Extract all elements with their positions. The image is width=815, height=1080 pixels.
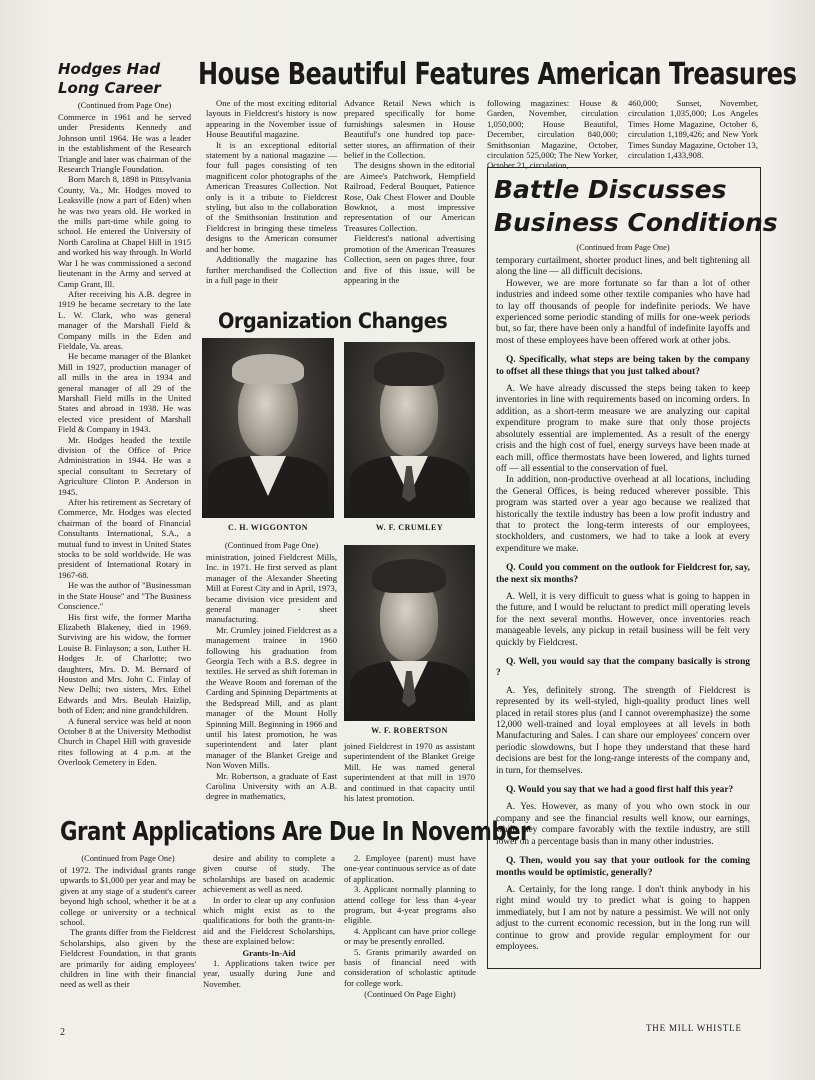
photo-wiggonton [202,338,334,518]
house-col4: 460,000; Sunset, November, circulation 1,035,000; Los Angeles Times Home Magazine, October 6, circulation 1,189,426; and New York Times Sunday Magazine, October 13, circulation 1,433,908. [628,98,759,161]
paragraph: Additionally the magazine has further merchandised the Collection in a full page in their [206,254,337,285]
org-headline: Organization Changes [218,309,448,333]
grant-col3-text [344,853,476,988]
caption-crumley: W. F. CRUMLEY [375,523,444,532]
paragraph: Mr. Robertson, a graduate of East Carolina University with an A.B. degree in mathematics, [206,770,337,802]
grant-continued: (Continued from Page One) [81,854,175,863]
interview-answer: A. Yes, definitely strong. The strength of Fieldcrest is represented by its well-styled, high-quality product lines well placed in retail stores plus (and I cannot overemphasize) the some 12,000 well-trained and loyal employees at all levels in both Manufacturing and Sales. I can share our employees' concern over periodic slowdowns, but I hope they understand that these hard decisions are best for the long-range interests of the company and, in turn, for themselves. [496,685,750,776]
paragraph: 3. Applicant normally planning to attend college for less than 4-year program, but 4-year programs also eligible. [344,884,476,926]
battle-title-line1: Battle Discusses [494,175,727,204]
house-col2 [344,98,475,285]
house-headline: House Beautiful Features American Treasures [198,57,797,92]
paragraph: 4. Applicant can have prior college or may be presently enrolled. [344,925,476,947]
caption-wiggonton: C. H. WIGGONTON [227,523,309,532]
paragraph: desire and ability to complete a given course of study. The scholarships are based on academic achievement as well as need. [203,853,335,895]
paragraph: A funeral service was held at noon October 8 at the University Methodist Church in Chapel Hill with graveside rites following at 4 p.m. at the Overlook Cemetery in Eden. [58,715,191,768]
caption-robertson: W. F. ROBERTSON [371,726,448,735]
paragraph: ministration, joined Fieldcrest Mills, Inc. in 1971. He first served as plant manager of the Alexander Sheeting Mill at Forest City and in April, 1973, became division vice president and general manager - sheet manufacturing. [206,552,337,625]
hodges-body [58,112,191,768]
interview-answer: A. We have already discussed the steps being taken to keep inventories in line with requirements based on incoming orders. In addition, as a short-term measure we are analyzing our capital expenditure program to make sure that only those projects absolutely essential are implemented. As a result of the energy crisis and the high cost of fuel, energy surveys have been made at each mill, office thermostats have been lowered, and lights turned off — all essential to the conservation of fuel. [496,384,750,474]
grant-col3 [344,853,476,1003]
interview-answer: A. Well, it is very difficult to guess what is going to happen in the future, and I would be reluctant to predict mill operating levels for the next several months. However, once inventories reach manageable levels, any pickup in retail business will be felt very quickly by Fieldcrest. [496,591,750,648]
house-col1 [206,98,337,285]
battle-continued: (Continued from Page One) [576,243,670,252]
battle-title-line2: Business Conditions [494,208,778,237]
paragraph: The grants differ from the Fieldcrest Scholarships, also given by the Fieldcrest Foundation, in that grants are primarily for aiding employees' children in line with their financial need as well as their [60,927,196,990]
grant-continued-end: (Continued On Page Eight) [364,990,456,1000]
grant-col1 [60,865,196,990]
paragraph: It is an exceptional editorial statement by a national magazine — four full pages consisting of ten magnificent color photographs of the American Treasures Collection. Not only is it a tribute to Fieldcrest styling, but also to the collaboration of the Smithsonian Institution and Fieldcrest in bringing these timeless designs to the American consumer and her home. [206,139,337,254]
hodges-title-line2: Long Career [58,79,161,97]
house-col3: following magazines: House & Garden, November, circulation 1,050,000; House Beautiful, December, circulation 840,000; Smithsonian Magazine, October, circulation 525,000; The New Yorker, October 21, circulation, [487,98,618,171]
grant-headline: Grant Applications Are Due In November [60,817,531,847]
paragraph: 2. Employee (parent) must have one-year continuous service as of date of application. [344,853,476,884]
interview-answer: In addition, non-productive overhead at all locations, including the General Offices, is being reduced wherever possible. This program was started over a year ago because we realized that historically the textile industry has been a low profit industry and that to protect the long-term interests of our employees, stockholders, and customers, we had to take a look at every expenditure we make. [496,475,750,554]
photo-crumley [344,342,475,518]
org-col1 [206,552,337,802]
paragraph: of 1972. The individual grants range upwards to $1,000 per year and may be given at any stage of a student's career beyond high school, whether it be at a college or university or a technical school. [60,865,196,928]
paragraph: temporary curtailment, shorter product lines, and belt tightening all along the line — all difficult decisions. [496,256,750,278]
grant-col2-heading: Grants-In-Aid [242,947,296,958]
paragraph: Advance Retail News which is prepared specifically for home furnishings salesmen in House Beautiful's one hundred top pace-setter stores, an affirmation of their belief in the Collection. [344,98,475,161]
org-continued: (Continued from Page One) [224,541,319,550]
paragraph: One of the most exciting editorial layouts in Fieldcrest's history is now appearing in the November issue of House Beautiful magazine. [206,98,337,140]
interview-question: Q. Specifically, what steps are being taken by the company to offset all these things that you just talked about? [496,355,750,377]
battle-body [496,256,750,953]
photo-robertson [344,545,475,721]
interview-question: Q. Well, you would say that the company basically is strong ? [496,657,750,679]
paragraph: 5. Grants primarily awarded on basis of financial need with consideration of scholastic aptitude for college work. [344,946,476,988]
grant-col2-text [203,853,335,947]
interview-question: Q. Then, would you say that your outlook for the coming months would be optimistic, generally? [496,856,750,878]
hodges-article [58,60,191,768]
hodges-continued: (Continued from Page One) [77,101,172,110]
paragraph: Mr. Crumley joined Fieldcrest as a management trainee in 1960 following his graduation from Georgia Tech with a B.S. degree in textiles. He served as shift foreman in the Weave Room and foreman of the Carding and Spinning Departments at the Bedspread Mill, and as plant manager of the Mount Holly Spinning Mill. Beginning in 1966 and until his latest promotion, he was superintendent and later plant manager of the Blanket Greige and Non Woven Mills. [206,624,337,771]
page-number: 2 [60,1027,65,1038]
org-col2: joined Fieldcrest in 1970 as assistant superintendent of the Blanket Greige Mill. He was named general superintendent at that mill in 1970 and continued in that capacity until his latest promotion. [344,741,475,804]
footer-masthead: THE MILL WHISTLE [646,1023,742,1033]
hodges-title-line1: Hodges Had [58,60,161,78]
interview-answer: A. Certainly, for the long range. I don't think anybody in his right mind would try to predict what is going to happen immediately, but I am not by nature a pessimist. We will not only adjust to the current economic recession, but in the long run will continue to grow and provide regular employment for our employees. [496,884,750,952]
interview-question: Q. Would you say that we had a good first half this year? [506,785,734,796]
interview-question: Q. Could you comment on the outlook for Fieldcrest for, say, the next six months? [496,563,750,585]
grant-col2 [203,853,335,989]
paragraph: However, we are more fortunate so far than a lot of other industries and indeed some other textile companies who have had to lay off thousands of people for indefinite periods. We have experienced some periodic standing of mills for one-week periods but, so far, there have been only a handful of indefinite layoffs and most of these employees have been offered work at other jobs. [496,278,750,346]
paragraph: His first wife, the former Martha Elizabeth Blakeney, died in 1969. Surviving are his widow, the former Louise B. Finlayson; a son, Luther H. Hodges Jr. of Charlotte; two daughters, Mrs. D. M. Bernard of Houston and Mrs. John C. Finlay of New Delhi; two sisters, Mrs. Ethel Edwards and Mrs. Beulah Haizlip, both of Eden; and nine grandchildren. [58,611,191,716]
paragraph: He was the author of "Businessman in the State House" and "The Business Conscience." [58,580,191,612]
paragraph: Fieldcrest's national advertising promotion of the American Treasures Collection, seen on pages three, four and five of this issue, will be appearing in the [344,233,475,285]
paragraph: Born March 8, 1898 in Pittsylvania County, Va., Mr. Hodges moved to Leaksville (now a part of Eden) when he was two years old. He worked in the mills part-time while going to school. He entered the University of North Carolina at Chapel Hill in 1915 and worked his way through. In World War I he was commissioned a second lieutenant in the Army and served at Camp Grant, Ill. [58,174,191,289]
paragraph: Commerce in 1961 and he served under Presidents Kennedy and Johnson until 1964. He was a leader in the establishment of the Research Triangle and later was chairman of the Research Triangle Foundation. [58,112,191,175]
paragraph: In order to clear up any confusion which might exist as to the qualifications for both the grants-in-aid and the Fieldcrest Scholarships, these are explained below: [203,894,335,947]
paragraph: After receiving his A.B. degree in 1919 he became secretary to the late L. W. Clark, who was general manager of the Marshall Field & Company mills in the Eden and Fieldale, Va. areas. [58,288,191,351]
interview-answer: A. Yes. However, as many of you who own stock in our company and see the financial results well know, our earnings, while they compare favorably with the textile industry, are still lower on a percentage basis than in many other industries. [496,802,750,847]
paragraph: Mr. Hodges headed the textile division of the Office of Price Administration in 1944. He was a special consultant to Secretary of Agriculture Clinton P. Anderson in 1945. [58,434,191,497]
paragraph: He became manager of the Blanket Mill in 1927, production manager of all mills in the area in 1934 and general manager of all 29 of the Marshall Field mills in the United States and abroad in 1938. He was elected vice president of Marshall Field & Company in 1943. [58,351,191,435]
paragraph: After his retirement as Secretary of Commerce, Mr. Hodges was elected chairman of the board of Financial Consultants International, S.A., a mutual fund to invest in United States stocks to be sold worldwide. He was president of International Rotary in 1967-68. [58,497,191,580]
grant-col2-item: 1. Applications taken twice per year, usually during June and November. [203,958,335,989]
paragraph: The designs shown in the editorial are Aimee's Patchwork, Hempfield Railroad, Federal Bouquet, Patience Rose, Oak Chest Flower and Double Bowknot, a most impressive representation of our American Treasures Collection. [344,160,475,233]
